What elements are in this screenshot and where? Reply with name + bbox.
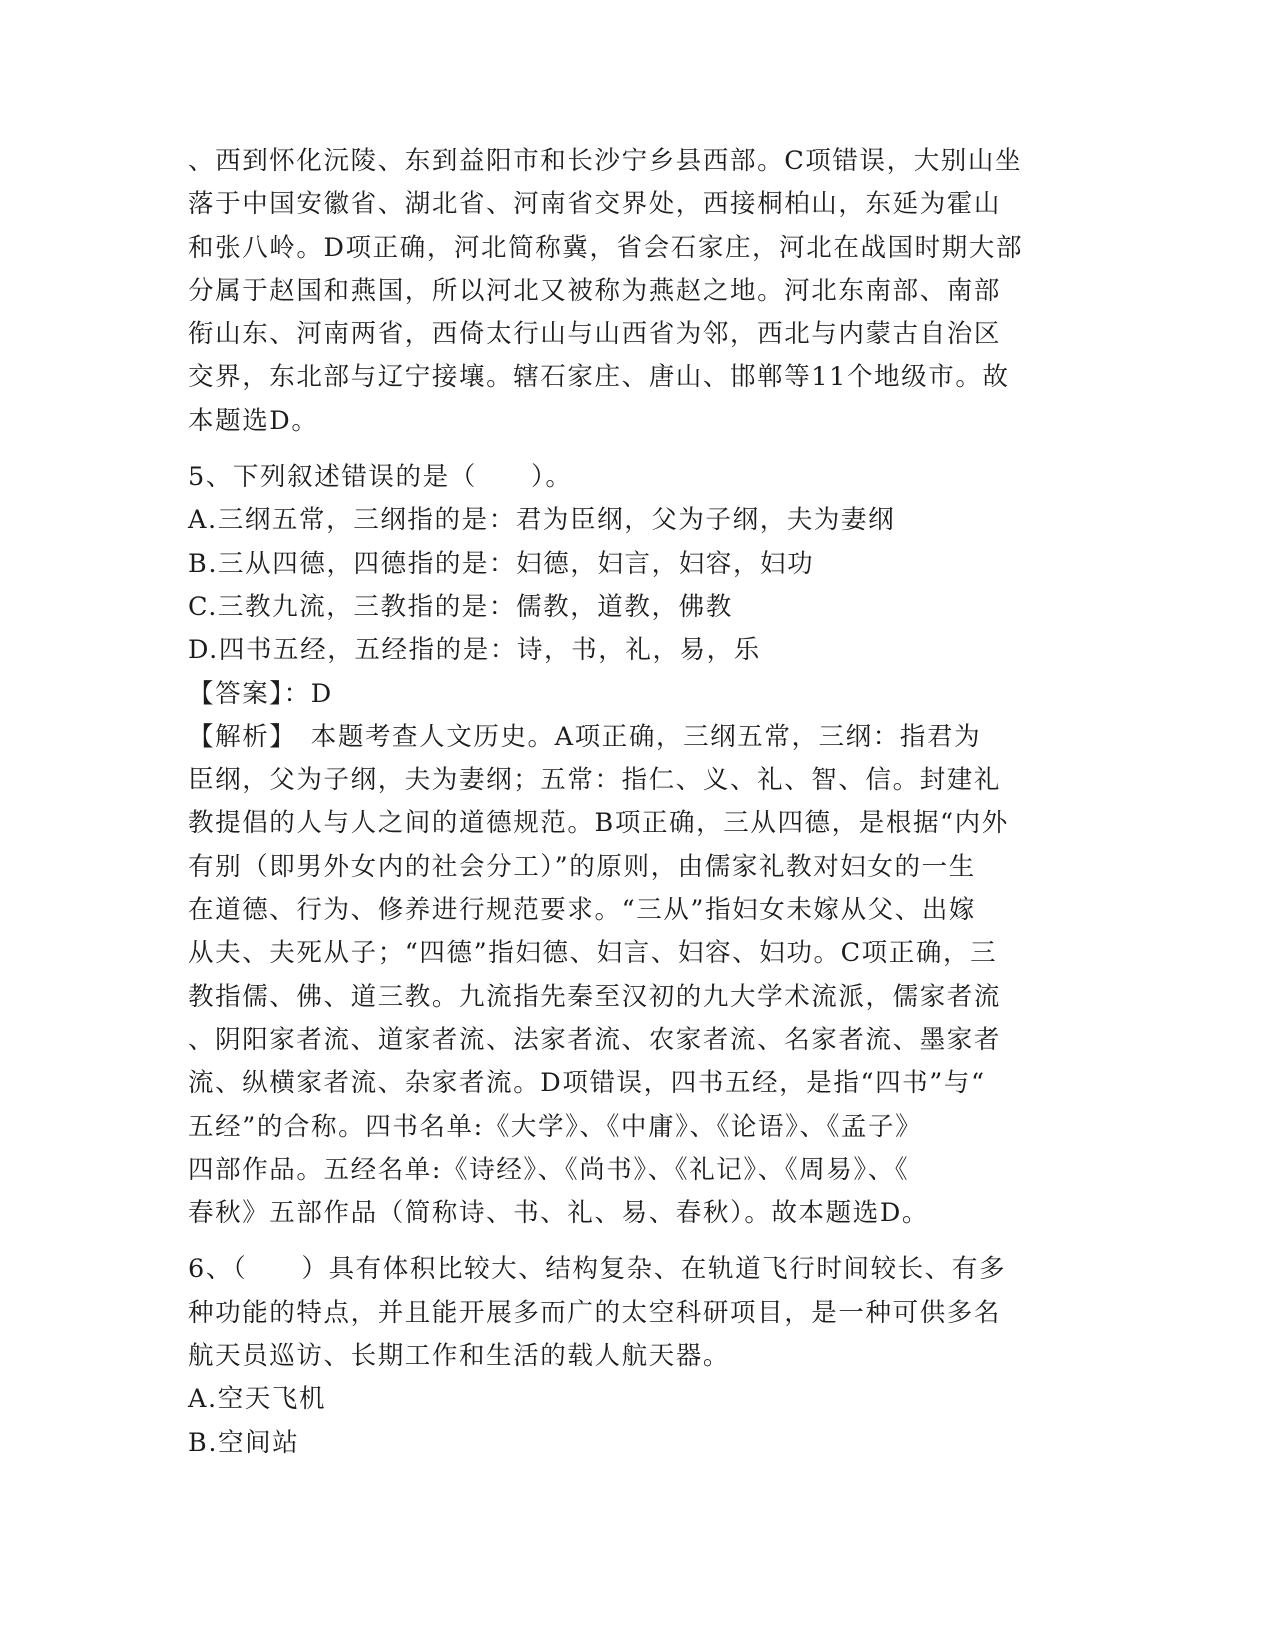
option-a: A.空天飞机	[188, 1384, 327, 1415]
analysis-line: 教提倡的人与人之间的道德规范。B项正确，三从四德，是根据“内外	[188, 808, 1009, 839]
text-line: 交界，东北部与辽宁接壤。辖石家庄、唐山、邯郸等11个地级市。故	[188, 362, 1010, 393]
question-5	[188, 456, 1088, 1235]
analysis-line: 春秋》五部作品（简称诗、书、礼、易、春秋）。故本题选D。	[188, 1198, 929, 1229]
explanation-continuation	[188, 140, 1088, 443]
analysis-line: 有别（即男外女内的社会分工）”的原则，由儒家礼教对妇女的一生	[188, 851, 976, 882]
analysis-line: 流、纵横家者流、杂家者流。D项错误，四书五经，是指“四书”与“	[188, 1068, 986, 1099]
text-line: 和张八岭。D项正确，河北简称冀，省会石家庄，河北在战国时期大部	[188, 232, 1024, 263]
question-stem: 种功能的特点，并且能开展多而广的太空科研项目，是一种可供多名	[188, 1297, 1002, 1328]
text-line: 本题选D。	[188, 405, 319, 436]
analysis-line: 从夫、夫死从子；“四德”指妇德、妇言、妇容、妇功。C项正确，三	[188, 938, 998, 969]
text-line: 、西到怀化沅陵、东到益阳市和长沙宁乡县西部。C项错误，大别山坐	[188, 146, 1023, 176]
text-line: 分属于赵国和燕国，所以河北又被称为燕赵之地。河北东南部、南部	[188, 275, 1002, 306]
option-b: B.空间站	[188, 1427, 300, 1458]
paragraph-gap	[188, 443, 1088, 456]
analysis-line: 四部作品。五经名单:《诗经》、《尚书》、《礼记》、《周易》、《	[188, 1154, 910, 1185]
option-d: D.四书五经，五经指的是：诗，书，礼，易，乐	[188, 635, 761, 666]
option-c: C.三教九流，三教指的是：儒教，道教，佛教	[188, 591, 733, 622]
question-stem: 5、下列叙述错误的是（ ）。	[188, 462, 573, 493]
question-stem: 6、（ ）具有体积比较大、结构复杂、在轨道飞行时间较长、有多	[188, 1254, 1007, 1285]
question-stem: 航天员巡访、长期工作和生活的载人航天器。	[188, 1341, 731, 1372]
document-body	[188, 140, 1088, 1465]
text-line: 衔山东、河南两省，西倚太行山与山西省为邻，西北与内蒙古自治区	[188, 319, 1002, 350]
analysis-line: 臣纲，父为子纲，夫为妻纲；五常：指仁、义、礼、智、信。封建礼	[188, 765, 1002, 796]
analysis-line: 在道德、行为、修养进行规范要求。“三从”指妇女未嫁从父、出嫁	[188, 895, 977, 926]
analysis-line: 、阴阳家者流、道家者流、法家者流、农家者流、名家者流、墨家者	[188, 1024, 1002, 1055]
analysis-line: 五经”的合称。四书名单:《大学》、《中庸》、《论语》、《孟子》	[188, 1111, 923, 1142]
paragraph-gap	[188, 1235, 1088, 1248]
answer-line: 【答案】：D	[188, 678, 333, 709]
option-a: A.三纲五常，三纲指的是：君为臣纲，父为子纲，夫为妻纲	[188, 505, 896, 536]
analysis-line: 教指儒、佛、道三教。九流指先秦至汉初的九大学术流派，儒家者流	[188, 981, 1002, 1012]
analysis-line: 【解析】 本题考查人文历史。A项正确，三纲五常，三纲：指君为	[188, 721, 982, 752]
option-b: B.三从四德，四德指的是：妇德，妇言，妇容，妇功	[188, 548, 815, 579]
text-line: 落于中国安徽省、湖北省、河南省交界处，西接桐柏山，东延为霍山	[188, 189, 1002, 220]
question-6	[188, 1248, 1088, 1464]
